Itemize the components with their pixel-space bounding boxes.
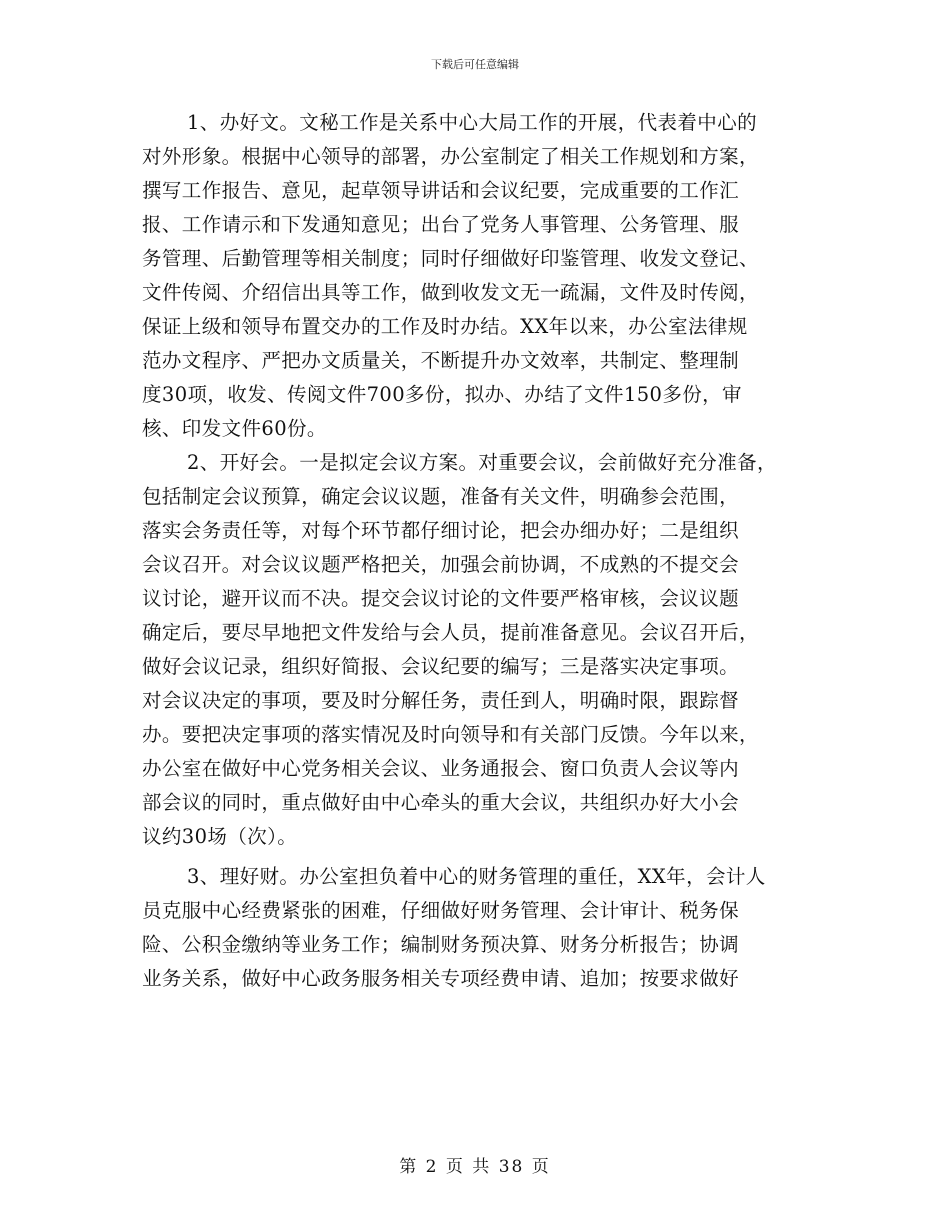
paragraph-line: 务管理、后勤管理等相关制度；同时仔细做好印鉴管理、收发文登记、 [142,247,759,270]
paragraph-line: 办公室在做好中心党务相关会议、业务通报会、窗口负责人会议等内 [142,757,740,780]
paragraph-line: 度30项，收发、传阅文件700多份，拟办、办结了文件150多份，审 [142,383,742,406]
page-header-note: 下载后可任意编辑 [431,58,519,71]
paragraph-line: 2、开好会。一是拟定会议方案。对重要会议，会前做好充分准备， [187,451,777,474]
paragraph-line: 部会议的同时，重点做好由中心牵头的重大会议，共组织办好大小会 [142,791,740,814]
paragraph-line: 核、印发文件60份。 [142,417,327,440]
paragraph-line: 保证上级和领导布置交办的工作及时办结。XX年以来，办公室法律规 [142,315,748,338]
paragraph-line: 险、公积金缴纳等业务工作；编制财务预决算、财务分析报告；协调 [142,933,740,956]
paragraph-line: 落实会务责任等，对每个环节都仔细讨论，把会办细办好；二是组织 [142,519,740,542]
paragraph-line: 文件传阅、介绍信出具等工作，做到收发文无一疏漏，文件及时传阅， [142,281,759,304]
paragraph-line: 办。要把决定事项的落实情况及时向领导和有关部门反馈。今年以来， [142,723,759,746]
paragraph-line: 议讨论，避开议而不决。提交会议讨论的文件要严格审核，会议议题 [142,587,740,610]
paragraph-line: 3、理好财。办公室担负着中心的财务管理的重任，XX年，会计人 [187,865,766,888]
paragraph-line: 范办文程序、严把办文质量关，不断提升办文效率，共制定、整理制 [142,349,740,372]
paragraph-line: 确定后，要尽早地把文件发给与会人员，提前准备意见。会议召开后， [142,621,759,644]
paragraph-line: 撰写工作报告、意见，起草领导讲话和会议纪要，完成重要的工作汇 [142,179,740,202]
page-number-footer: 第 2 页 共 38 页 [399,1157,551,1177]
paragraph-line: 包括制定会议预算，确定会议议题，准备有关文件，明确参会范围， [142,485,740,508]
paragraph-line: 员克服中心经费紧张的困难，仔细做好财务管理、会计审计、税务保 [142,899,740,922]
paragraph-line: 对外形象。根据中心领导的部署，办公室制定了相关工作规划和方案， [142,145,759,168]
paragraph-line: 做好会议记录，组织好简报、会议纪要的编写；三是落实决定事项。 [142,655,740,678]
paragraph-line: 对会议决定的事项，要及时分解任务，责任到人，明确时限，跟踪督 [142,689,740,712]
paragraph-line: 会议召开。对会议议题严格把关，加强会前协调，不成熟的不提交会 [142,553,740,576]
paragraph-line: 议约30场（次）。 [142,825,298,848]
paragraph-line: 报、工作请示和下发通知意见；出台了党务人事管理、公务管理、服 [142,213,740,236]
paragraph-line: 1、办好文。文秘工作是关系中心大局工作的开展，代表着中心的 [187,111,758,134]
paragraph-line: 业务关系，做好中心政务服务相关专项经费申请、追加；按要求做好 [142,967,740,990]
